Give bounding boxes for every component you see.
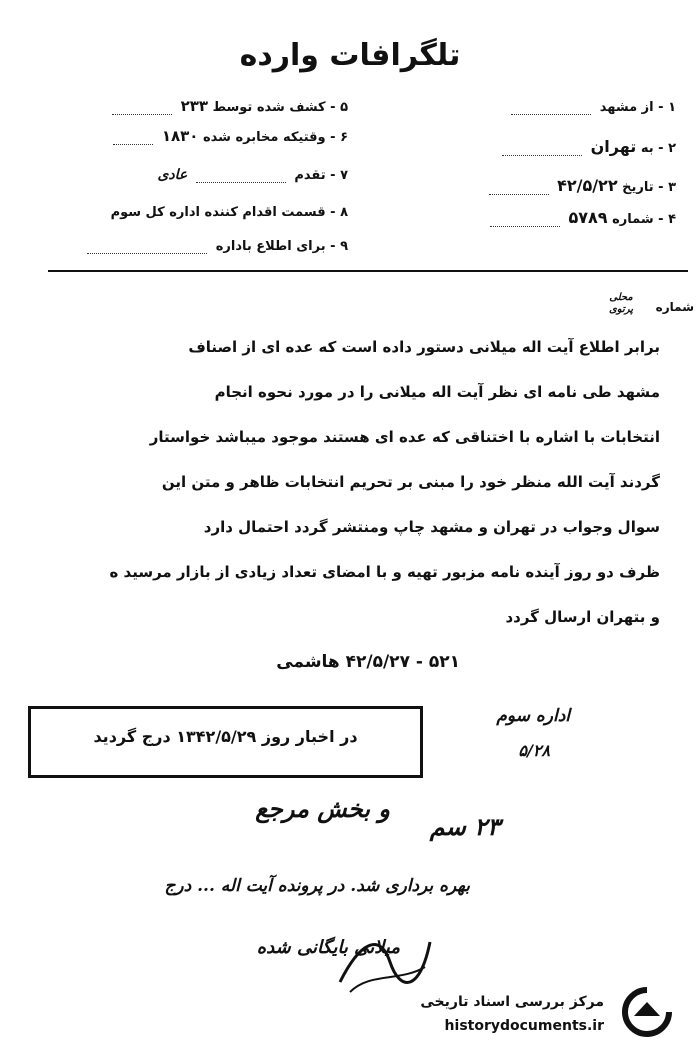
field-action-dept-value: اداره کل سوم xyxy=(110,205,200,220)
field-to-value: تهران xyxy=(590,137,637,156)
field-decoded-by-label: ۵ - کشف شده توسط xyxy=(212,100,348,115)
number-note: محلی پرتوی xyxy=(608,292,634,315)
field-to xyxy=(498,137,676,156)
field-priority-label: ۷ - تقدم xyxy=(294,168,348,183)
body-line: و بتهران ارسال گردد xyxy=(505,608,660,626)
field-number-label: ۴ - شماره xyxy=(612,212,676,227)
handwritten-note: و بخش مرجع xyxy=(255,794,390,823)
body-line: انتخابات با اشاره با اختناقی که عده ای هستند موجود میباشد خواستار xyxy=(149,428,660,446)
dotted-line xyxy=(511,100,591,115)
dotted-line xyxy=(112,100,172,115)
body-line: سوال وجواب در تهران و مشهد چاپ ومنتشر گردد احتمال دارد xyxy=(203,518,660,536)
dotted-line xyxy=(87,239,207,254)
field-number xyxy=(486,208,676,227)
field-action-dept xyxy=(111,205,348,220)
handwritten-office-number: ۵/۲۸ xyxy=(518,741,550,760)
number-label: شماره xyxy=(655,300,694,314)
field-number-value: ۵۷۸۹ xyxy=(568,208,608,227)
handwritten-signature xyxy=(330,922,440,1002)
field-sent-time-value: ۱۸۳۰ xyxy=(161,127,199,145)
dotted-line xyxy=(490,212,560,227)
field-from-label: ۱ - از xyxy=(641,100,676,115)
field-action-dept-label: ۸ - قسمت اقدام کننده xyxy=(204,205,348,220)
watermark-url: historydocuments.ir xyxy=(444,1018,604,1034)
dotted-line xyxy=(196,168,286,183)
archive-logo-icon xyxy=(612,986,682,1038)
field-priority xyxy=(157,167,348,183)
signature-line: ۵۲۱ - ۴۲/۵/۲۷ هاشمی xyxy=(276,652,460,672)
body-line: مشهد طی نامه ای نظر آیت اله میلانی را در مورد نحوه انجام xyxy=(214,383,660,401)
newspaper-stamp xyxy=(28,706,423,778)
field-sent-time-label: ۶ - وقتیکه مخابره شده xyxy=(203,130,348,145)
field-from-value: مشهد xyxy=(599,100,638,115)
field-info-to-label: ۹ - برای اطلاع باداره xyxy=(215,239,348,254)
field-info-to xyxy=(83,239,348,254)
field-decoded-by-value: ۲۳۳ xyxy=(180,97,209,115)
handwritten-note: بهره برداری شد. در پرونده آیت اله ... درج xyxy=(164,876,470,896)
field-date-label: ۳ - تاریخ xyxy=(622,180,676,195)
field-priority-value: عادی xyxy=(157,167,188,183)
watermark-title: مرکز بررسی اسناد تاریخی xyxy=(420,994,604,1010)
body-line: برابر اطلاع آیت اله میلانی دستور داده است که عده ای از اصناف xyxy=(188,338,660,356)
field-date-value: ۴۲/۵/۲۲ xyxy=(557,176,618,195)
handwritten-note: ۲۳ سم xyxy=(429,812,500,841)
field-from xyxy=(507,100,676,115)
dotted-line xyxy=(489,180,549,195)
field-to-label: ۲ - به xyxy=(640,141,676,156)
dotted-line xyxy=(502,141,582,156)
field-sent-time xyxy=(109,127,348,145)
body-line: گردند آیت الله منظر خود را مبنی بر تحریم انتخابات ظاهر و متن این xyxy=(161,473,660,491)
field-decoded-by xyxy=(108,97,348,115)
dotted-line xyxy=(113,130,153,145)
document-title: تلگرافات وارده xyxy=(239,38,461,73)
handwritten-note: میلانی بایگانی شده xyxy=(256,937,400,958)
body-line: ظرف دو روز آینده نامه مزبور تهیه و با امضای تعداد زیادی از بازار مرسید ه xyxy=(109,563,660,581)
field-date xyxy=(485,176,676,195)
handwritten-office: اداره سوم xyxy=(496,706,570,726)
header-divider xyxy=(48,270,688,272)
stamp-text: در اخبار روز ۱۳۴۲/۵/۲۹ درج گردید xyxy=(93,727,358,746)
